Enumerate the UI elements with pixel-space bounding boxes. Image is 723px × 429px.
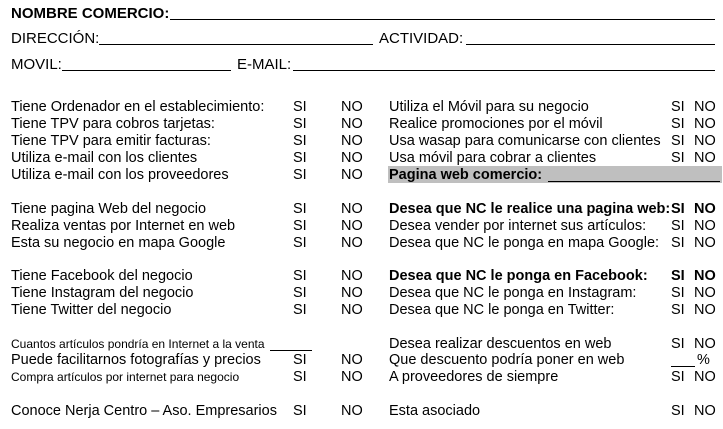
no-option[interactable]: NO — [341, 302, 363, 318]
q-descuentos-web: Desea realizar descuentos en web — [389, 336, 612, 352]
si-option[interactable]: SI — [293, 403, 307, 419]
no-option[interactable]: NO — [694, 302, 716, 318]
q-cuantos-articulos: Cuantos artículos pondría en Internet a la venta — [11, 337, 265, 351]
q-tpv-tarjetas: Tiene TPV para cobros tarjetas: — [11, 116, 215, 132]
no-option[interactable]: NO — [341, 352, 363, 368]
direccion-label: DIRECCIÓN: — [11, 30, 100, 47]
q-que-descuento: Que descuento podría poner en web — [389, 352, 625, 368]
no-option[interactable]: NO — [341, 167, 363, 183]
no-option[interactable]: NO — [694, 99, 716, 115]
si-option[interactable]: SI — [671, 285, 685, 301]
si-option[interactable]: SI — [671, 235, 685, 251]
no-option[interactable]: NO — [694, 369, 716, 385]
no-option[interactable]: NO — [341, 116, 363, 132]
si-option[interactable]: SI — [671, 116, 685, 132]
pagina-web-comercio-field[interactable] — [548, 181, 720, 182]
email-field[interactable] — [293, 70, 715, 71]
q-vender-internet: Desea vender por internet sus artículos: — [389, 218, 647, 234]
cuantos-articulos-field[interactable] — [270, 350, 312, 351]
no-option[interactable]: NO — [341, 235, 363, 251]
si-option[interactable]: SI — [671, 201, 685, 217]
q-tpv-facturas: Tiene TPV para emitir facturas: — [11, 133, 211, 149]
si-option[interactable]: SI — [293, 133, 307, 149]
q-email-proveedores: Utiliza e-mail con los proveedores — [11, 167, 229, 183]
no-option[interactable]: NO — [341, 201, 363, 217]
si-option[interactable]: SI — [293, 150, 307, 166]
q-ventas-internet: Realiza ventas por Internet en web — [11, 218, 236, 234]
q-mapa-google: Esta su negocio en mapa Google — [11, 235, 226, 251]
si-option[interactable]: SI — [293, 99, 307, 115]
no-option[interactable]: NO — [341, 133, 363, 149]
q-pagina-web: Tiene pagina Web del negocio — [11, 201, 207, 217]
no-option[interactable]: NO — [341, 403, 363, 419]
percent-sign: % — [697, 352, 710, 368]
no-option[interactable]: NO — [694, 150, 716, 166]
si-option[interactable]: SI — [293, 302, 307, 318]
si-option[interactable]: SI — [293, 218, 307, 234]
no-option[interactable]: NO — [694, 403, 716, 419]
movil-field[interactable] — [62, 70, 231, 71]
si-option[interactable]: SI — [293, 167, 307, 183]
si-option[interactable]: SI — [671, 218, 685, 234]
no-option[interactable]: NO — [694, 133, 716, 149]
nombre-comercio-label: NOMBRE COMERCIO: — [11, 5, 170, 22]
no-option[interactable]: NO — [341, 285, 363, 301]
actividad-field[interactable] — [466, 44, 715, 45]
q-conoce-nerja-centro: Conoce Nerja Centro – Aso. Empresarios — [11, 403, 277, 419]
q-twitter: Tiene Twitter del negocio — [11, 302, 172, 318]
si-option[interactable]: SI — [293, 369, 307, 385]
no-option[interactable]: NO — [341, 150, 363, 166]
q-email-clientes: Utiliza e-mail con los clientes — [11, 150, 198, 166]
no-option[interactable]: NO — [694, 268, 716, 284]
q-nc-mapa-google: Desea que NC le ponga en mapa Google: — [389, 235, 660, 251]
no-option[interactable]: NO — [341, 369, 363, 385]
no-option[interactable]: NO — [694, 336, 716, 352]
no-option[interactable]: NO — [694, 218, 716, 234]
si-option[interactable]: SI — [293, 285, 307, 301]
q-facebook: Tiene Facebook del negocio — [11, 268, 193, 284]
si-option[interactable]: SI — [293, 268, 307, 284]
si-option[interactable]: SI — [671, 99, 685, 115]
q-nc-realice-web: Desea que NC le realice una pagina web: — [389, 201, 671, 217]
q-promociones-movil: Realice promociones por el móvil — [389, 116, 603, 132]
movil-label: MOVIL: — [11, 56, 62, 73]
q-nc-twitter: Desea que NC le ponga en Twitter: — [389, 302, 615, 318]
actividad-label: ACTIVIDAD: — [379, 30, 464, 47]
q-movil-cobrar: Usa móvil para cobrar a clientes — [389, 150, 597, 166]
no-option[interactable]: NO — [694, 116, 716, 132]
no-option[interactable]: NO — [341, 99, 363, 115]
q-esta-asociado: Esta asociado — [389, 403, 481, 419]
q-compra-internet: Compra artículos por internet para negocio — [11, 370, 240, 384]
si-option[interactable]: SI — [671, 403, 685, 419]
si-option[interactable]: SI — [671, 369, 685, 385]
si-option[interactable]: SI — [671, 133, 685, 149]
si-option[interactable]: SI — [293, 201, 307, 217]
si-option[interactable]: SI — [293, 235, 307, 251]
email-label: E-MAIL: — [237, 56, 292, 73]
q-ordenador: Tiene Ordenador en el establecimiento: — [11, 99, 265, 115]
no-option[interactable]: NO — [694, 285, 716, 301]
q-nc-instagram: Desea que NC le ponga en Instagram: — [389, 285, 637, 301]
no-option[interactable]: NO — [341, 268, 363, 284]
pagina-web-comercio-label: Pagina web comercio: — [389, 167, 543, 183]
q-movil-negocio: Utiliza el Móvil para su negocio — [389, 99, 589, 115]
nombre-comercio-field[interactable] — [170, 19, 715, 20]
si-option[interactable]: SI — [671, 268, 685, 284]
no-option[interactable]: NO — [341, 218, 363, 234]
direccion-field[interactable] — [99, 44, 373, 45]
q-instagram: Tiene Instagram del negocio — [11, 285, 194, 301]
si-option[interactable]: SI — [671, 302, 685, 318]
no-option[interactable]: NO — [694, 235, 716, 251]
descuento-percent-field[interactable] — [671, 366, 695, 367]
si-option[interactable]: SI — [293, 352, 307, 368]
si-option[interactable]: SI — [671, 336, 685, 352]
q-fotografias-precios: Puede facilitarnos fotografías y precios — [11, 352, 261, 368]
q-wasap-clientes: Usa wasap para comunicarse con clientes — [389, 133, 661, 149]
si-option[interactable]: SI — [671, 150, 685, 166]
q-proveedores-siempre: A proveedores de siempre — [389, 369, 559, 385]
si-option[interactable]: SI — [293, 116, 307, 132]
no-option[interactable]: NO — [694, 201, 716, 217]
q-nc-facebook: Desea que NC le ponga en Facebook: — [389, 268, 648, 284]
